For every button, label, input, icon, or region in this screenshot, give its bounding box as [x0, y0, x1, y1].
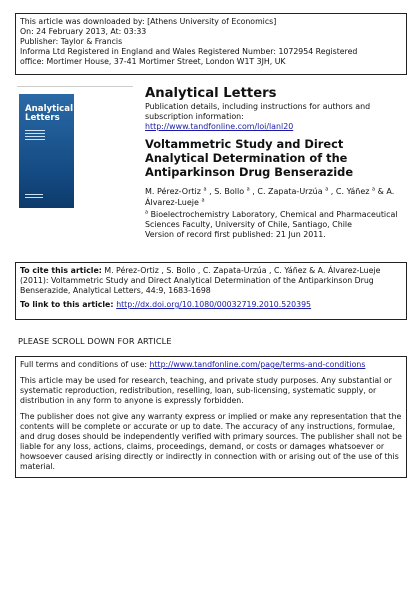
download-line: This article was downloaded by: [Athens University of Economics]	[20, 17, 277, 26]
author-list	[145, 186, 407, 208]
cover-text-lines	[25, 130, 45, 142]
author-separator: &	[375, 187, 387, 196]
scroll-notice: PLEASE SCROLL DOWN FOR ARTICLE	[18, 336, 172, 346]
registration-line: Informa Ltd Registered in England and Wales Registered Number: 1072954 Registered	[20, 47, 358, 56]
author-name: M. Pérez-Ortiz	[145, 187, 204, 196]
affiliation-text: Bioelectrochemistry Laboratory, Chemical and Pharmaceutical Sciences Faculty, University of Chile, Santiago, Chile	[145, 210, 398, 229]
author-affiliation-marker: a	[372, 186, 376, 193]
affiliation-marker: a	[145, 209, 149, 216]
author-affiliation-marker: a	[203, 186, 207, 193]
terms-link[interactable]: http://www.tandfonline.com/page/terms-and-conditions	[149, 360, 366, 369]
terms-paragraph-usage: This article may be used for research, teaching, and private study purposes. Any substantial or systematic reproduction, redistribution, reselling, loan, sub-licensing, systematic supply, or distribution in any form to anyone is expressly forbidden.	[20, 376, 392, 405]
author-affiliation-marker: a	[325, 186, 329, 193]
publication-details	[145, 102, 405, 132]
article-title: Voltammetric Study and Direct Analytical Determination of the Antiparkinson Drug Benserazide	[145, 137, 354, 179]
author-name: C. Zapata-Urzúa	[257, 187, 326, 196]
cite-text: M. Pérez-Ortiz , S. Bollo , C. Zapata-Urzúa , C. Yáñez & A. Álvarez-Lueje (2011): Voltammetric Study and Direct Analytical Determination of the Antiparkinson Drug Benserazide, Analytical Letters, 44:9, 1683-1698	[20, 266, 381, 295]
author-affiliation-marker: a	[246, 186, 250, 193]
publisher-line: Publisher: Taylor & Francis	[20, 37, 123, 46]
author-name: S. Bollo	[214, 187, 247, 196]
cover-title-line2: Letters	[25, 113, 60, 123]
journal-cover-image	[17, 86, 133, 214]
journal-name: Analytical Letters	[145, 86, 277, 101]
terms-box	[15, 356, 407, 478]
author-affiliation-marker: a	[201, 197, 205, 204]
author-separator: ,	[328, 187, 336, 196]
terms-intro: Full terms and conditions of use:	[20, 360, 150, 369]
journal-link[interactable]: http://www.tandfonline.com/loi/lanl20	[145, 122, 294, 131]
link-label: To link to this article:	[20, 300, 117, 309]
author-separator: ,	[249, 187, 258, 196]
citation-box	[15, 262, 407, 320]
affiliation-block	[145, 210, 407, 240]
author-name: A. Álvarez-Lueje	[145, 187, 395, 207]
author-separator: ,	[206, 187, 215, 196]
author-name: C. Yáñez	[335, 187, 372, 196]
cite-label: To cite this article:	[20, 266, 102, 275]
cover-title-line1: Analytical	[25, 104, 74, 114]
terms-paragraph-warranty: The publisher does not give any warranty express or implied or make any representation that the contents will be complete or accurate or up to date. The accuracy of any instructions, formulae, and drug doses should be independently verified with primary sources. The publisher shall not be liable for any loss, actions, claims, proceedings, demand, or costs or damages whatsoever or howsoever caused arising directly or indirectly in connection with or arising out of the use of this material.	[20, 412, 402, 471]
download-date: On: 24 February 2013, At: 03:33	[20, 27, 147, 36]
publication-details-text: Publication details, including instructions for authors and subscription information:	[145, 102, 371, 121]
download-info-box	[15, 13, 407, 75]
cover-footer-lines	[25, 194, 43, 200]
office-line: office: Mortimer House, 37-41 Mortimer Street, London W1T 3JH, UK	[20, 57, 286, 66]
doi-link[interactable]: http://dx.doi.org/10.1080/00032719.2010.520395	[116, 300, 312, 309]
version-line: Version of record first published: 21 Jun 2011.	[145, 230, 326, 239]
cover-panel	[19, 94, 74, 208]
